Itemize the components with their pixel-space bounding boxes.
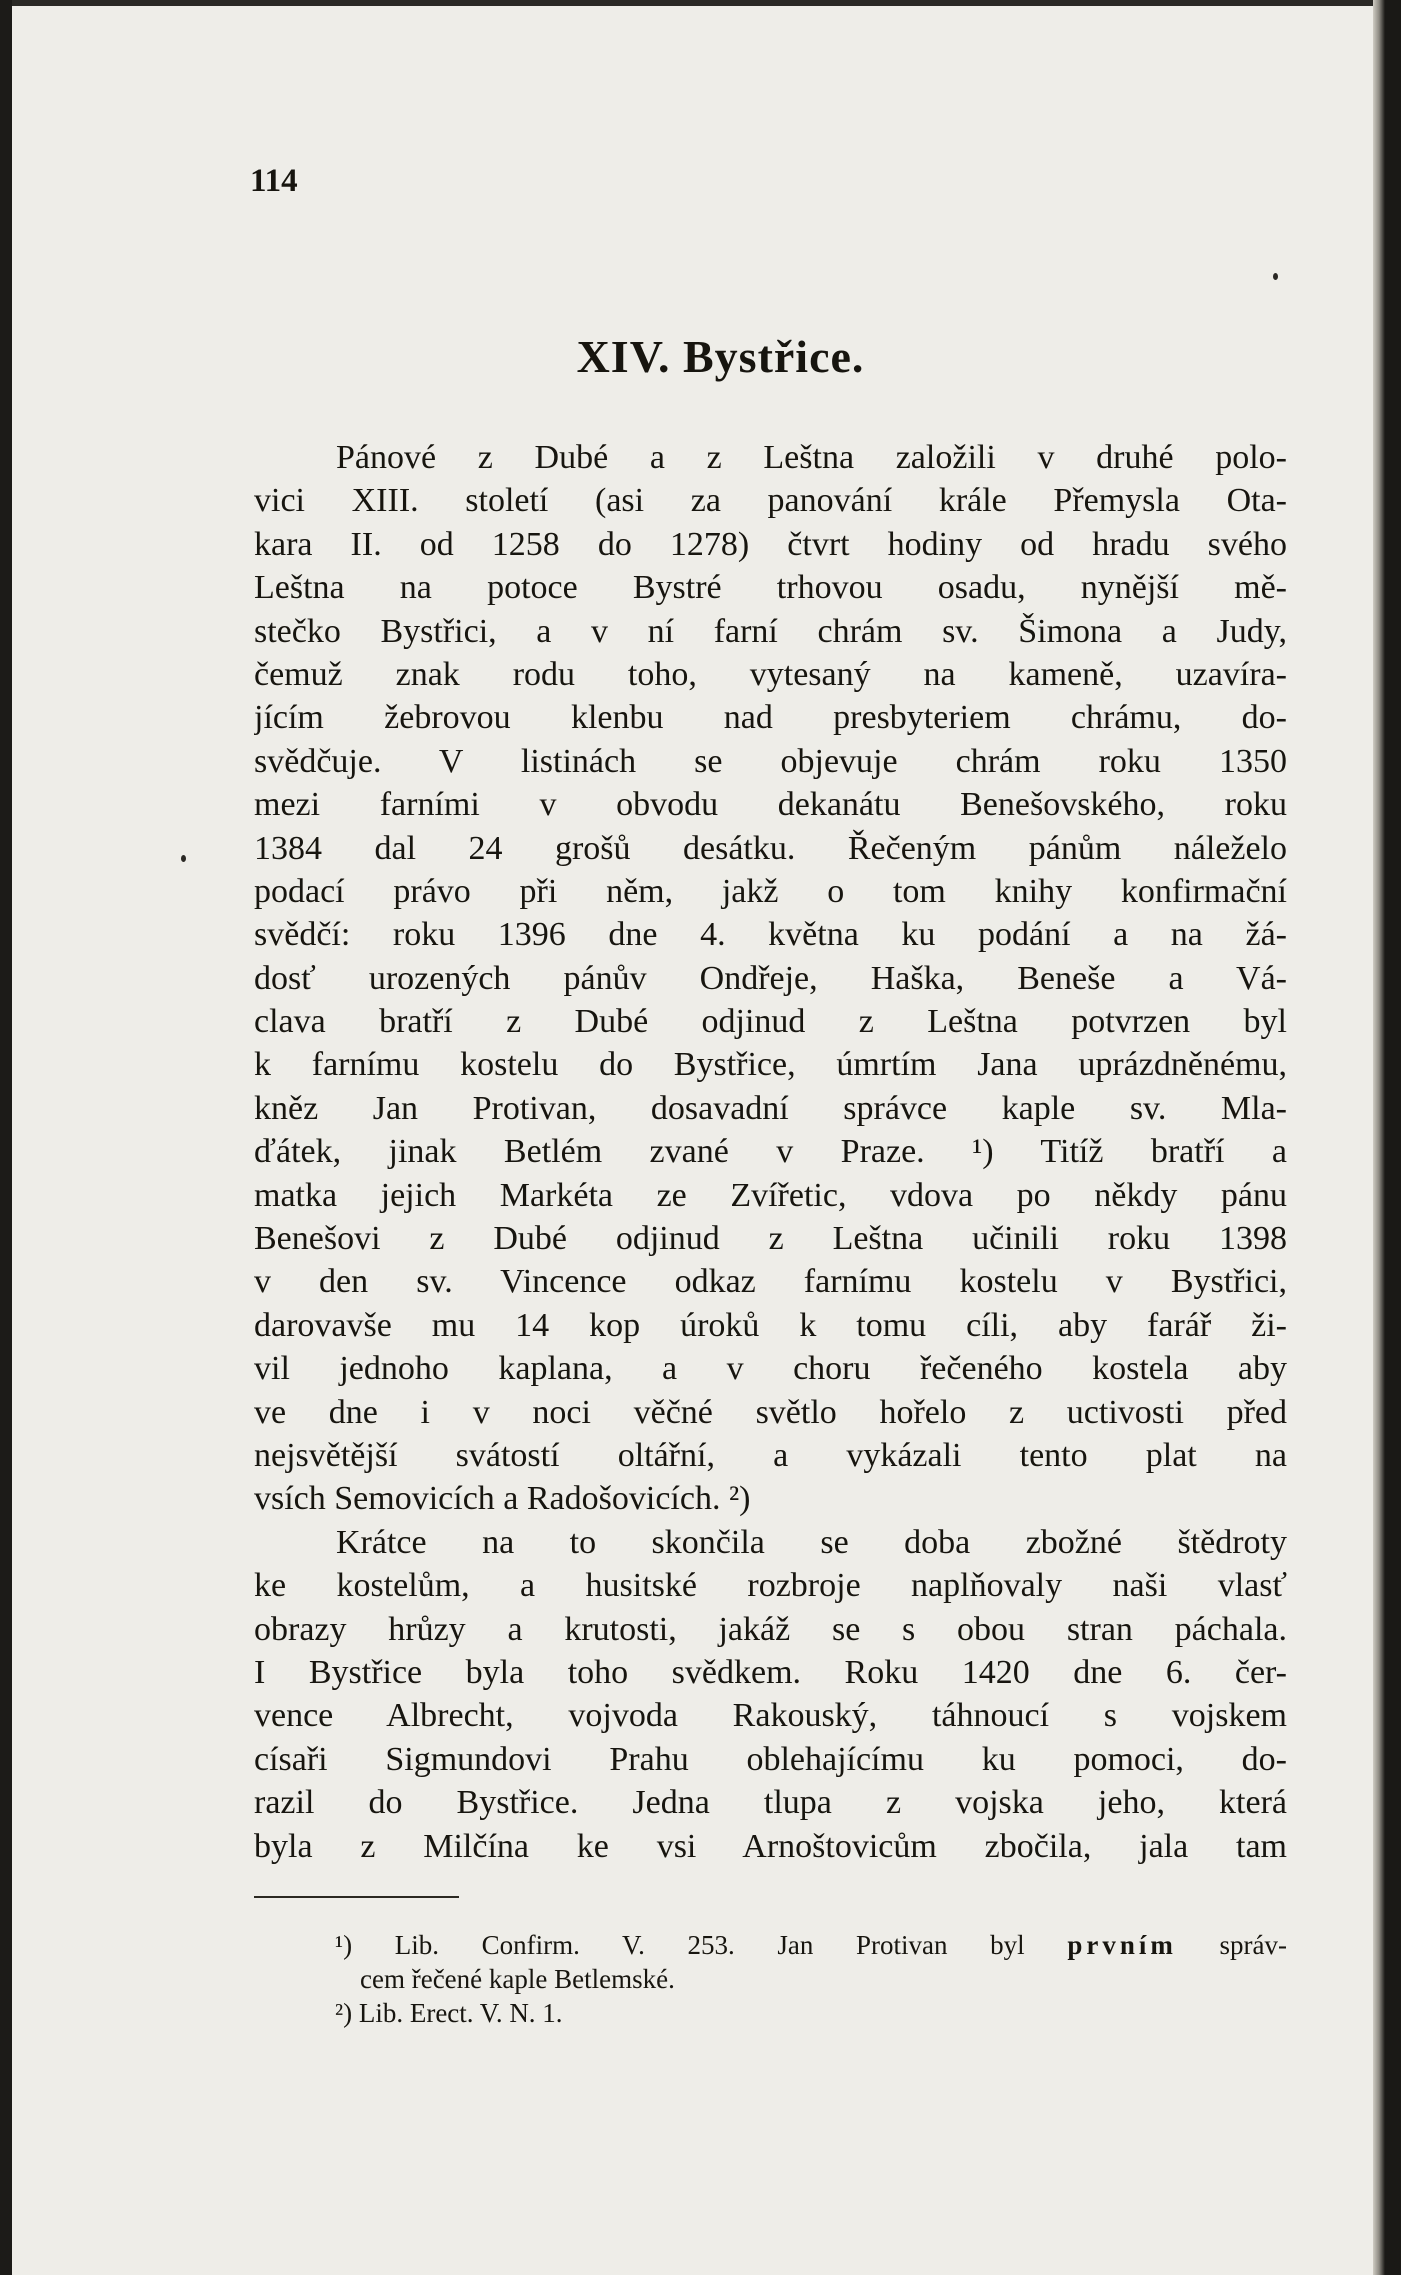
text-line: Benešovi z Dubé odjinud z Leštna učinili roku 1398 xyxy=(254,1220,1287,1258)
text-line: vil jednoho kaplana, a v choru řečeného kostela aby xyxy=(254,1350,1287,1388)
body-text xyxy=(254,436,1287,1868)
text-line: čemuž znak rodu toho, vytesaný na kameně, uzavíra- xyxy=(254,655,1287,693)
text-line: ve dne i v noci věčné světlo hořelo z uctivosti před xyxy=(254,1393,1287,1431)
text-line: Pánové z Dubé a z Leštna založili v druhé polo- xyxy=(336,439,1287,476)
text-line: dosť urozených pánův Ondřeje, Haška, Beneše a Vá- xyxy=(254,959,1287,997)
text-line: ke kostelům, a husitské rozbroje naplňovaly naši vlasť xyxy=(254,1567,1287,1605)
text-line: kara II. od 1258 do 1278) čtvrt hodiny od hradu svého xyxy=(254,525,1287,563)
text-line: k farnímu kostelu do Bystřice, úmrtím Jana uprázdněnému, xyxy=(254,1046,1287,1084)
page-number: 114 xyxy=(250,163,298,199)
text-line: I Bystřice byla toho svědkem. Roku 1420 dne 6. čer- xyxy=(254,1653,1287,1691)
footnotes xyxy=(335,1928,1287,2030)
text-line: clava bratří z Dubé odjinud z Leštna potvrzen byl xyxy=(254,1003,1287,1041)
chapter-title: XIV. Bystřice. xyxy=(576,331,865,382)
text-line: vence Albrecht, vojvoda Rakouský, táhnoucí s vojskem xyxy=(254,1697,1287,1735)
footnote-1-text-end: správ- xyxy=(1219,1930,1287,1960)
text-line: Krátce na to skončila se doba zbožné štědroty xyxy=(336,1523,1287,1561)
text-line: vsích Semovicích a Radošovicích. ²) xyxy=(254,1480,751,1518)
text-line: mezi farními v obvodu dekanátu Benešovského, roku xyxy=(254,786,1287,824)
text-line: v den sv. Vincence odkaz farnímu kostelu v Bystřici, xyxy=(254,1263,1287,1301)
text-line: darovavše mu 14 kop úroků k tomu cíli, aby farář ži- xyxy=(254,1306,1287,1344)
text-line: 1384 dal 24 grošů desátku. Řečeným pánům náleželo xyxy=(254,829,1287,867)
text-line: stečko Bystřici, a v ní farní chrám sv. Šimona a Judy, xyxy=(254,612,1287,650)
scan-speck xyxy=(1273,273,1278,280)
text-line: Leštna na potoce Bystré trhovou osadu, nynější mě- xyxy=(254,569,1287,607)
text-line: císaři Sigmundovi Prahu oblehajícímu ku pomoci, do- xyxy=(254,1740,1287,1778)
text-line: razil do Bystřice. Jedna tlupa z vojska jeho, která xyxy=(254,1784,1287,1822)
text-line: jícím žebrovou klenbu nad presbyteriem chrámu, do- xyxy=(254,699,1287,737)
text-line: matka jejich Markéta ze Zvířetic, vdova po někdy pánu xyxy=(254,1176,1287,1214)
scan-border-top xyxy=(0,0,1401,6)
footnote-1 xyxy=(335,1928,1287,1962)
text-line: nejsvětější svátostí oltářní, a vykázali tento plat na xyxy=(254,1436,1287,1474)
text-line: podací právo při něm, jakž o tom knihy konfirmační xyxy=(254,872,1287,910)
text-line: byla z Milčína ke vsi Arnoštovicům zbočila, jala tam xyxy=(254,1827,1287,1865)
footnote-rule xyxy=(254,1896,459,1898)
text-line: kněz Jan Protivan, dosavadní správce kaple sv. Mla- xyxy=(254,1089,1287,1127)
footnote-1-continuation: cem řečené kaple Betlemské. xyxy=(360,1964,675,1994)
footnote-2: ²) Lib. Erect. V. N. 1. xyxy=(335,1998,563,2028)
scan-speck xyxy=(181,855,186,862)
footnote-1-emphasis: prvním xyxy=(1067,1930,1177,1960)
text-line: vici XIII. století (asi za panování krále Přemysla Ota- xyxy=(254,482,1287,520)
text-line: svědčuje. V listinách se objevuje chrám roku 1350 xyxy=(254,742,1287,780)
text-line: obrazy hrůzy a krutosti, jakáž se s obou stran páchala. xyxy=(254,1610,1287,1648)
text-line: ďátek, jinak Betlém zvané v Praze. ¹) Titíž bratří a xyxy=(254,1133,1287,1171)
footnote-1-text: ¹) Lib. Confirm. V. 253. Jan Protivan byl xyxy=(335,1930,1025,1960)
text-line: svědčí: roku 1396 dne 4. května ku podání a na žá- xyxy=(254,916,1287,954)
